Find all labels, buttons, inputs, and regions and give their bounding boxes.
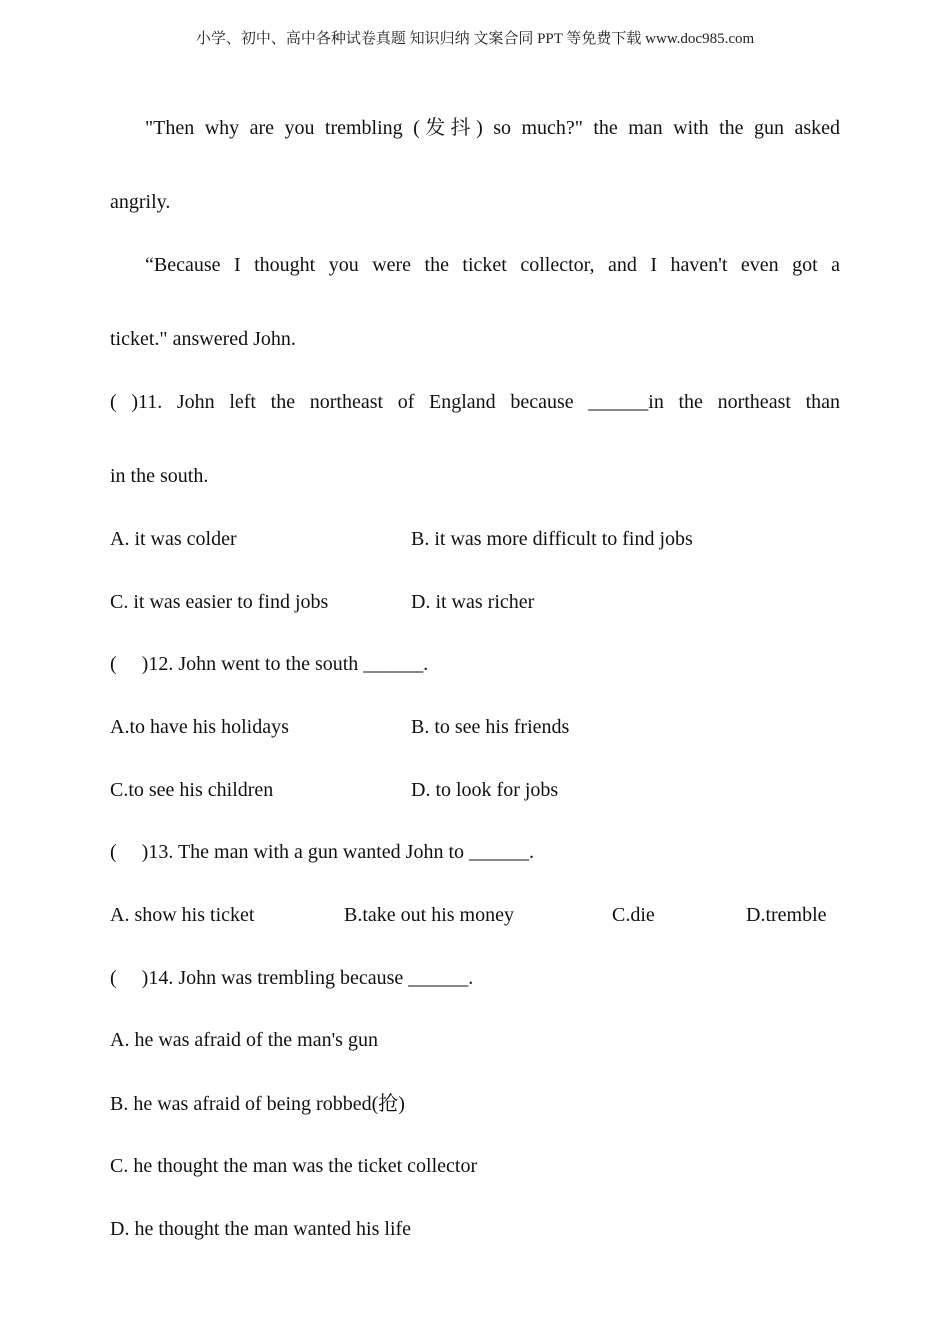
question-14-option-d: D. he thought the man wanted his life (110, 1218, 412, 1240)
passage-paragraph-2-line-2: ticket." answered John. (110, 328, 296, 350)
question-14-option-a: A. he was afraid of the man's gun (110, 1029, 378, 1051)
question-12-stem: ( )12. John went to the south ______. (110, 653, 429, 675)
question-13-stem: ( )13. The man with a gun wanted John to ______. (110, 841, 535, 863)
question-11-stem-continued: in the south. (110, 465, 209, 487)
question-12-option-d: D. to look for jobs (411, 779, 559, 801)
question-11-option-b: B. it was more difficult to find jobs (411, 528, 693, 550)
question-11-option-c: C. it was easier to find jobs (110, 591, 329, 613)
passage-paragraph-1-line-2: angrily. (110, 191, 171, 213)
question-12-option-c: C.to see his children (110, 779, 274, 801)
question-13-option-d: D.tremble (746, 904, 827, 926)
question-11-option-a: A. it was colder (110, 528, 237, 550)
passage-paragraph-2-line-1: “Because I thought you were the ticket collector, and I haven't even got a (145, 254, 840, 276)
question-13-option-c: C.die (612, 904, 655, 926)
question-14-option-b: B. he was afraid of being robbed(抢) (110, 1093, 405, 1115)
question-12-option-b: B. to see his friends (411, 716, 570, 738)
question-13-option-a: A. show his ticket (110, 904, 255, 926)
question-13-option-b: B.take out his money (344, 904, 514, 926)
question-12-option-a: A.to have his holidays (110, 716, 289, 738)
question-14-stem: ( )14. John was trembling because ______. (110, 967, 474, 989)
question-14-option-c: C. he thought the man was the ticket collector (110, 1155, 478, 1177)
question-11-stem: ( )11. John left the northeast of England because ______in the northeast than (110, 391, 840, 413)
question-11-option-d: D. it was richer (411, 591, 535, 613)
passage-paragraph-1-line-1: "Then why are you trembling (发抖) so much?" the man with the gun asked (145, 117, 840, 139)
page-header: 小学、初中、高中各种试卷真题 知识归纳 文案合同 PPT 等免费下载 www.doc985.com (195, 31, 755, 47)
